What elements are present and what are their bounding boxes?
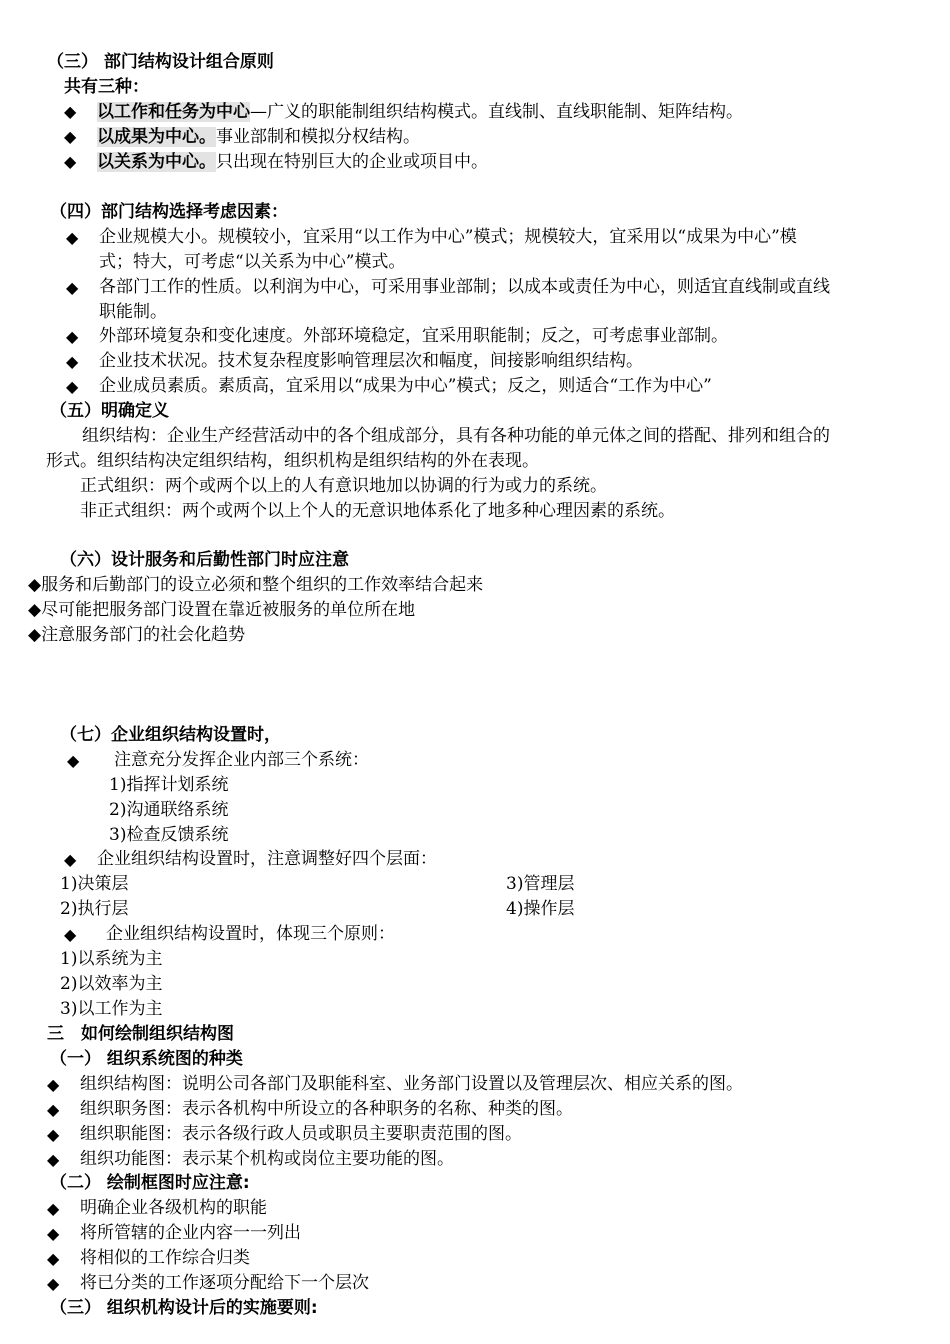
list-item: 组织职能图：表示各级行政人员或职员主要职责范围的图。 xyxy=(80,1124,522,1144)
list-item: 明确企业各级机构的职能 xyxy=(80,1198,267,1218)
heading-s3: （三） 部门结构设计组合原则 xyxy=(47,52,274,72)
sub-list-item: 3)以工作为主 xyxy=(60,999,163,1019)
sub-list-item: 1)以系统为主 xyxy=(60,949,163,969)
diamond-bullet-icon: ◆ xyxy=(64,127,77,146)
sub-list-item: 3)检查反馈系统 xyxy=(109,825,229,845)
subheading-s3: 共有三种： xyxy=(64,77,149,97)
heading-p3-s2: （二） 绘制框图时应注意: xyxy=(50,1173,250,1193)
diamond-bullet-icon: ◆ xyxy=(47,1075,60,1094)
heading-s7: （七）企业组织结构设置时， xyxy=(60,725,281,745)
sub-list-item: 2)沟通联络系统 xyxy=(109,800,229,820)
diamond-bullet-icon: ◆ xyxy=(66,327,79,346)
list-item: 组织功能图：表示某个机构或岗位主要功能的图。 xyxy=(80,1149,454,1169)
paragraph-line: 组织结构：企业生产经营活动中的各个组成部分，具有各种功能的单元体之间的搭配、排列和组合的 xyxy=(82,426,830,446)
diamond-bullet-icon: ◆ xyxy=(67,751,80,770)
document-page: （三） 部门结构设计组合原则 共有三种： ◆ 以工作和任务为中心—广义的职能制组织结构模式。直线制、直线职能制、矩阵结构。 ◆ 以成果为中心。事业部制和模拟分权结构。 ◆ 以关系为中心。只出现在特别巨大的企业或项目中。 （四）部门结构选择考虑因素： ◆ 企业规模大小。规模较小，宜采用“以工作为中心”模式；规模较大，宜采用以“成果为中心”模 式；特大，可考虑“以关系为中心”模式。 ◆ 各部门工作的性质。以利润为中心，可采用事业部制；以成本或责任为中心，则适宜直线制或直线 职能制。 ◆ 外部环境复杂和变化速度。外部环境稳定，宜采用职能制；反之，可考虑事业部制。 ◆ 企业技术状况。技术复杂程度影响管理层次和幅度，间接影响组织结构。 ◆ 企业成员素质。素质高，宜采用以“成果为中心”模式；反之，则适合“工作为中心” （五）明确定义 组织结构：企业生产经营活动中的各个组成部分，具有各种功能的单元体之间的搭配、排列和组合的 形式。组织结构决定组织结构，组织机构是组织结构的外在表现。 正式组织：两个或两个以上的人有意识地加以协调的行为或力的系统。 非正式组织：两个或两个以上个人的无意识地体系化了地多种心理因素的系统。 （六）设计服务和后勤性部门时应注意 ◆服务和后勤部门的设立必须和整个组织的工作效率结合起来 ◆尽可能把服务部门设置在靠近被服务的单位所在地 ◆注意服务部门的社会化趋势 （七）企业组织结构设置时， ◆ 注意充分发挥企业内部三个系统： 1)指挥计划系统 2)沟通联络系统 3)检查反馈系统 ◆ 企业组织结构设置时，注意调整好四个层面： 1)决策层 3)管理层 2)执行层 4)操作层 ◆ 企业组织结构设置时，体现三个原则： 1)以系统为主 2)以效率为主 3)以工作为主 三 如何绘制组织结构图 （一） 组织系统图的种类 ◆ 组织结构图：说明公司各部门及职能科室、业务部门设置以及管理层次、相应关系的图。 ◆ 组织职务图：表示各机构中所设立的各种职务的名称、种类的图。 ◆ 组织职能图：表示各级行政人员或职员主要职责范围的图。 ◆ 组织功能图：表示某个机构或岗位主要功能的图。 （二） 绘制框图时应注意: ◆ 明确企业各级机构的职能 ◆ 将所管辖的企业内容一一列出 ◆ 将相似的工作综合归类 ◆ 将已分类的工作逐项分配给下一个层次 （三） 组织机构设计后的实施要则: xyxy=(0,0,950,1344)
list-item: 企业技术状况。技术复杂程度影响管理层次和幅度，间接影响组织结构。 xyxy=(99,351,643,371)
list-item: 组织结构图：说明公司各部门及职能科室、业务部门设置以及管理层次、相应关系的图。 xyxy=(80,1074,743,1094)
sub-list-item: 4)操作层 xyxy=(506,899,575,919)
sub-list-item: 2)以效率为主 xyxy=(60,974,163,994)
list-item: ◆服务和后勤部门的设立必须和整个组织的工作效率结合起来 xyxy=(28,575,484,595)
diamond-bullet-icon: ◆ xyxy=(28,575,42,595)
diamond-bullet-icon: ◆ xyxy=(28,600,42,620)
list-item: 注意充分发挥企业内部三个系统： xyxy=(114,750,369,770)
list-item-continued: 式；特大，可考虑“以关系为中心”模式。 xyxy=(99,252,406,272)
diamond-bullet-icon: ◆ xyxy=(47,1125,60,1144)
list-item: 将所管辖的企业内容一一列出 xyxy=(80,1223,301,1243)
part-heading: 三 如何绘制组织结构图 xyxy=(47,1024,234,1044)
diamond-bullet-icon: ◆ xyxy=(66,352,79,371)
list-item: 各部门工作的性质。以利润为中心，可采用事业部制；以成本或责任为中心，则适宜直线制或直线 xyxy=(99,277,830,297)
diamond-bullet-icon: ◆ xyxy=(28,625,42,645)
heading-s5: （五）明确定义 xyxy=(50,401,169,421)
diamond-bullet-icon: ◆ xyxy=(66,377,79,396)
paragraph-line: 正式组织：两个或两个以上的人有意识地加以协调的行为或力的系统。 xyxy=(80,476,607,496)
heading-p3-s1: （一） 组织系统图的种类 xyxy=(50,1049,243,1069)
list-item-continued: 职能制。 xyxy=(99,302,167,322)
diamond-bullet-icon: ◆ xyxy=(64,152,77,171)
diamond-bullet-icon: ◆ xyxy=(47,1150,60,1169)
diamond-bullet-icon: ◆ xyxy=(47,1199,60,1218)
heading-p3-s3: （三） 组织机构设计后的实施要则: xyxy=(50,1298,318,1318)
list-item: 企业组织结构设置时，体现三个原则： xyxy=(106,924,395,944)
sub-list-item: 1)指挥计划系统 xyxy=(109,775,229,795)
diamond-bullet-icon: ◆ xyxy=(64,850,77,869)
list-item: 将相似的工作综合归类 xyxy=(80,1248,250,1268)
list-item: 将已分类的工作逐项分配给下一个层次 xyxy=(80,1273,369,1293)
diamond-bullet-icon: ◆ xyxy=(66,228,79,247)
heading-s4: （四）部门结构选择考虑因素： xyxy=(50,202,288,222)
paragraph-line: 形式。组织结构决定组织结构，组织机构是组织结构的外在表现。 xyxy=(46,451,539,471)
diamond-bullet-icon: ◆ xyxy=(47,1274,60,1293)
diamond-bullet-icon: ◆ xyxy=(66,278,79,297)
sub-list-item: 1)决策层 xyxy=(60,874,129,894)
sub-list-item: 3)管理层 xyxy=(506,874,575,894)
diamond-bullet-icon: ◆ xyxy=(47,1224,60,1243)
diamond-bullet-icon: ◆ xyxy=(47,1249,60,1268)
sub-list-item: 2)执行层 xyxy=(60,899,129,919)
list-item: 企业成员素质。素质高，宜采用以“成果为中心”模式；反之，则适合“工作为中心” xyxy=(99,376,712,396)
list-item: 组织职务图：表示各机构中所设立的各种职务的名称、种类的图。 xyxy=(80,1099,573,1119)
diamond-bullet-icon: ◆ xyxy=(64,102,77,121)
heading-s6: （六）设计服务和后勤性部门时应注意 xyxy=(60,550,349,570)
list-item: 企业组织结构设置时，注意调整好四个层面： xyxy=(97,849,437,869)
list-item: ◆注意服务部门的社会化趋势 xyxy=(28,625,246,645)
paragraph-line: 非正式组织：两个或两个以上个人的无意识地体系化了地多种心理因素的系统。 xyxy=(80,501,675,521)
list-item: 企业规模大小。规模较小，宜采用“以工作为中心”模式；规模较大，宜采用以“成果为中心”模 xyxy=(99,227,797,247)
diamond-bullet-icon: ◆ xyxy=(64,925,77,944)
list-item: 外部环境复杂和变化速度。外部环境稳定，宜采用职能制；反之，可考虑事业部制。 xyxy=(99,326,728,346)
diamond-bullet-icon: ◆ xyxy=(47,1100,60,1119)
list-item: ◆尽可能把服务部门设置在靠近被服务的单位所在地 xyxy=(28,600,416,620)
